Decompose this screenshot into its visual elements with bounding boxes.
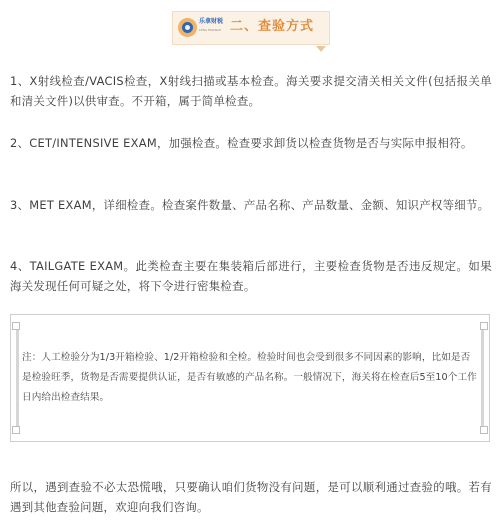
corner-square-icon — [480, 322, 488, 330]
brand-logo — [178, 16, 228, 40]
chevron-down-icon — [316, 46, 326, 52]
paragraph-tailgate-exam: 4、TAILGATE EXAM。此类检查主要在集装箱后部进行，主要检查货物是否违反规定。如果海关发现任何可疑之处，将下令进行密集检查。 — [10, 259, 492, 293]
paragraph-closing: 所以，遇到查验不必太恐慌哦，只要确认咱们货物没有问题，是可以顺利通过查验的哦。若有遇到其他查验问题，欢迎向我们咨询。 — [10, 480, 492, 514]
corner-square-icon — [480, 426, 488, 434]
logo-mark-icon — [178, 18, 197, 37]
corner-square-icon — [12, 426, 20, 434]
note-box — [10, 314, 490, 442]
paragraph-xray-exam: 1、X射线检查/VACIS检查，X射线扫描或基本检查。海关要求提交清关相关文件(包括报关单和清关文件)以供审查。不开箱，属于简单检查。 — [10, 74, 492, 108]
paragraph-intensive-exam: 2、CET/INTENSIVE EXAM，加强检查。检查要求卸货以检查货物是否与实际申报相符。 — [10, 136, 473, 150]
note-text: 注：人工检验分为1/3开箱检验、1/2开箱检验和全检。检验时间也会受到很多不同因素的影响，比如是否是检验旺季，货物是否需要提供认证，是否有敏感的产品名称。一般情况下，海关将在检查后5至10个工作日内给出检查结果。 — [22, 352, 477, 403]
paragraph-met-exam: 3、MET EXAM，详细检查。检查案件数量、产品名称、产品数量、金额、知识产权等细节。 — [10, 198, 490, 212]
logo-subtitle: LENA FINANCE — [199, 28, 221, 32]
section-title: 二、查验方式 — [230, 19, 315, 34]
logo-name: 乐拿财税 — [199, 18, 224, 25]
section-header — [172, 8, 332, 54]
corner-square-icon — [12, 322, 20, 330]
